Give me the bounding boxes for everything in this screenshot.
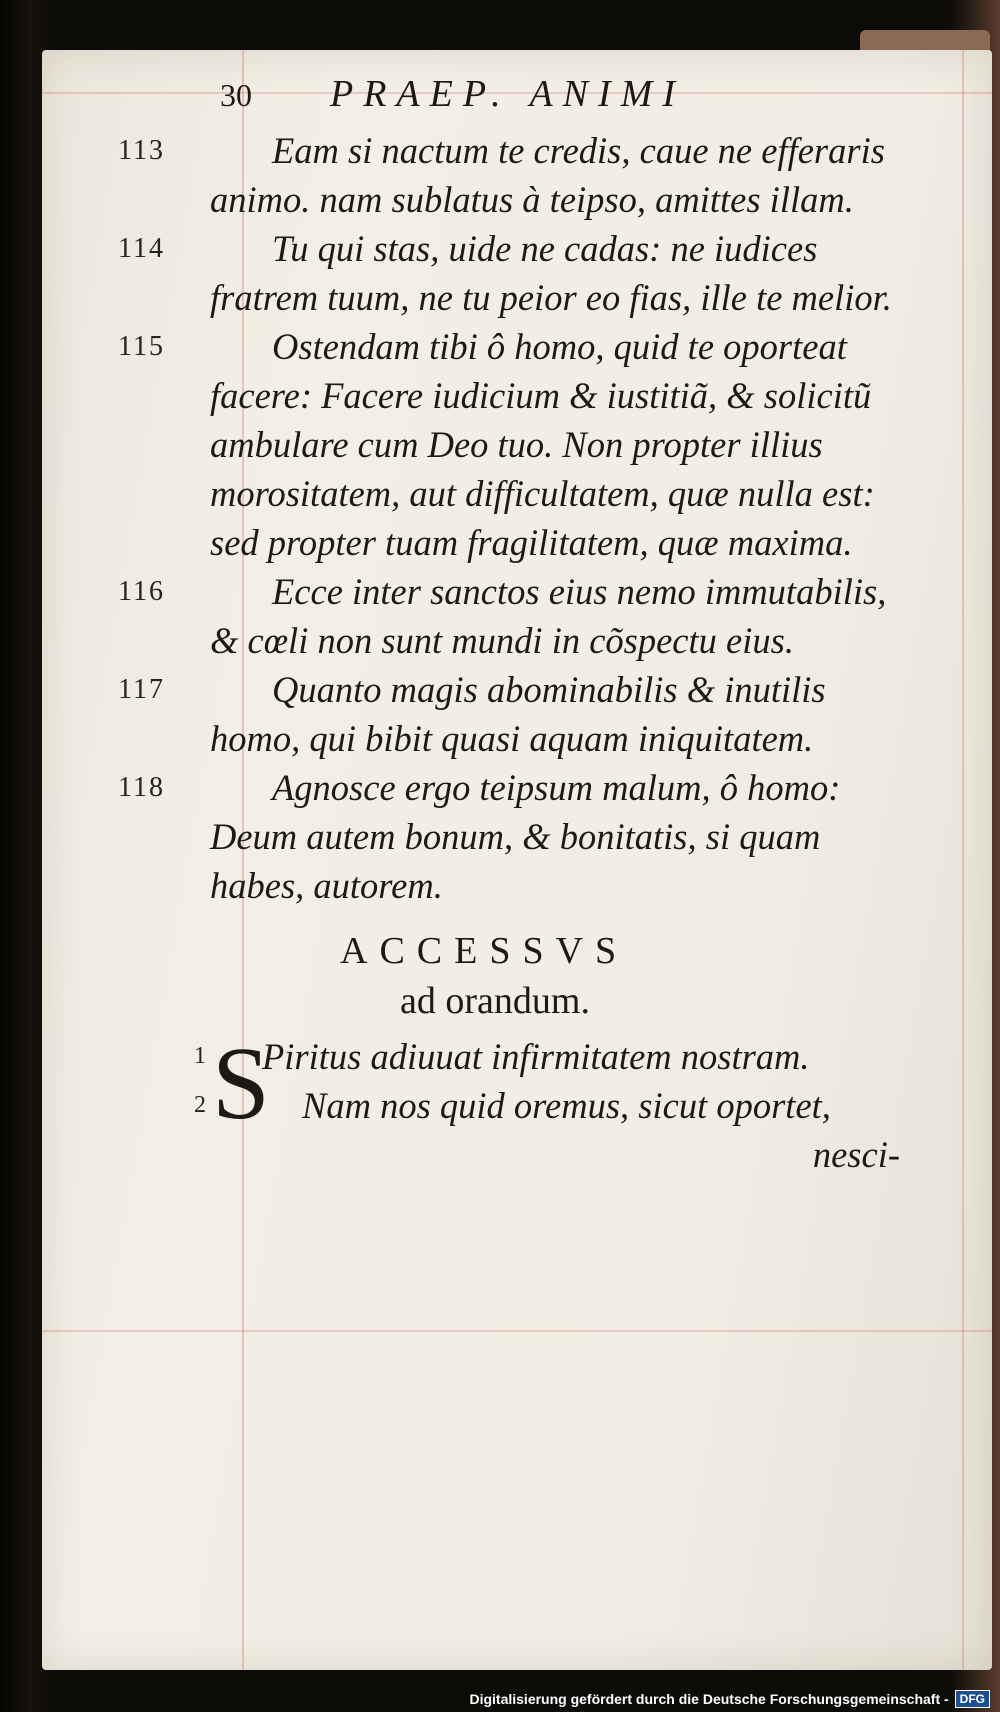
entry-number: 116 (118, 576, 165, 607)
entry-number: 113 (118, 135, 165, 166)
verse-number: 1 (194, 1043, 208, 1069)
margin-rule-bottom (42, 1330, 992, 1332)
entry-number: 117 (118, 674, 165, 705)
entry-text: Ecce inter sanctos eius nemo immutabilis, & cœli non sunt mundi in cõspectu eius. (210, 571, 887, 661)
entry-116 (118, 567, 910, 665)
drop-cap-letter: S (212, 1026, 270, 1141)
psalm-line-2 (194, 1081, 910, 1130)
entry-text: Ostendam tibi ô homo, quid te oporteat facere: Facere iudicium & iustitiã, & solicitũ ambulare cum Deo tuo. Non propter illius morositatem, aut difficultatem, quæ nulla est: sed propter tuam fragilitatem, quæ maxima. (210, 326, 875, 563)
running-title: PRAEP. ANIMI (330, 73, 685, 115)
section-subheading: ad orandum. (400, 980, 590, 1022)
entry-text: Eam si nactum te credis, caue ne efferaris animo. nam sublatus à teipso, amittes illam. (210, 130, 885, 220)
entry-number: 118 (118, 772, 165, 803)
entry-117 (118, 665, 910, 763)
entry-number: 115 (118, 331, 165, 362)
verse-text: Piritus adiuuat infirmitatem nostram. (262, 1036, 810, 1077)
margin-rule-right (962, 50, 964, 1670)
verse-text: Nam nos quid oremus, sicut oportet, (302, 1085, 831, 1126)
digitization-credit (469, 1688, 990, 1710)
entry-113 (118, 126, 910, 224)
book-edge (860, 30, 990, 52)
entry-118 (118, 763, 910, 910)
dfg-logo: DFG (955, 1690, 990, 1708)
running-head (220, 72, 900, 122)
entry-114 (118, 224, 910, 322)
catchword: nesci- (812, 1134, 900, 1175)
psalm-line-1 (194, 1032, 910, 1081)
entry-number: 114 (118, 233, 165, 264)
entry-115 (118, 322, 910, 567)
verse-number: 2 (194, 1092, 208, 1118)
credit-text: Digitalisierung gefördert durch die Deutsche Forschungsgemeinschaft - (469, 1691, 949, 1707)
entry-text: Quanto magis abominabilis & inutilis homo, qui bibit quasi aquam iniquitatem. (210, 669, 826, 759)
entry-text: Tu qui stas, uide ne cadas: ne iudices fratrem tuum, ne tu peior eo fias, ille te melior. (210, 228, 892, 318)
section-heading: ACCESSVS (340, 930, 629, 972)
body-text (118, 126, 910, 1179)
psalm-block (194, 1026, 910, 1141)
page-number: 30 (220, 77, 252, 113)
entry-text: Agnosce ergo teipsum malum, ô homo: Deum autem bonum, & bonitatis, si quam habes, autorem. (210, 767, 841, 906)
